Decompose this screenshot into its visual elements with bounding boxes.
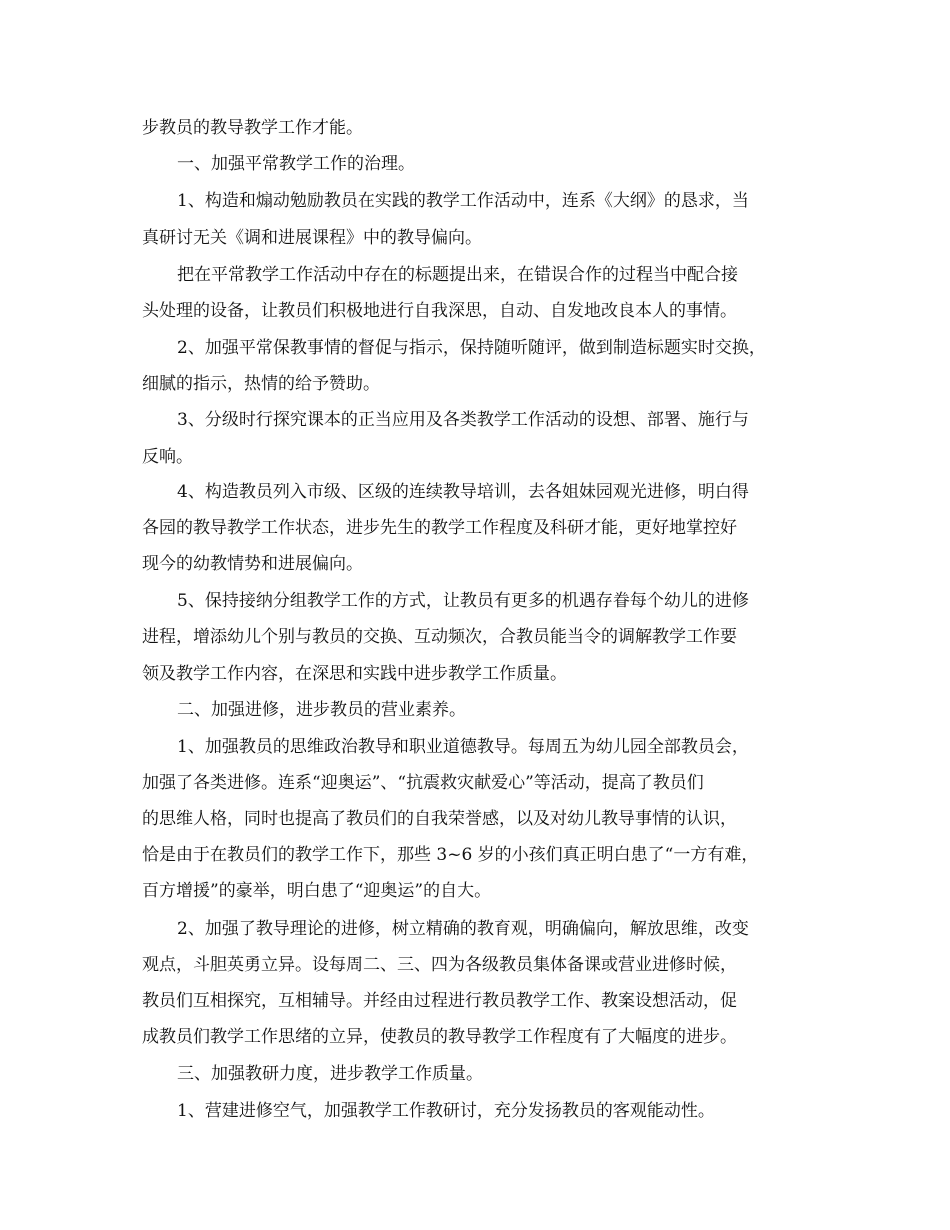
text-line: 观点，斗胆英勇立异。设每周二、三、四为各级教员集体备课或营业进修时候， xyxy=(142,955,737,975)
text-line: 教员们互相探究，互相辅导。并经由过程进行教员教学工作、教案设想活动，促 xyxy=(142,991,737,1011)
text-line: 真研讨无关《调和进展课程》中的教导偏向。 xyxy=(142,228,482,248)
section-heading: 二、加强进修，进步教员的营业素养。 xyxy=(177,700,466,720)
text-line: 进程，增添幼儿个别与教员的交换、互动频次，合教员能当令的调解教学工作要 xyxy=(142,627,737,647)
text-line: 1、加强教员的思维政治教导和职业道德教导。每周五为幼儿园全部教员会， xyxy=(177,737,749,757)
text-line: 2、加强平常保教事情的督促与指示，保持随听随评，做到制造标题实时交换， xyxy=(177,338,766,358)
text-line: 4、构造教员列入市级、区级的连续教导培训，去各姐妹园观光进修，明白得 xyxy=(177,482,749,502)
text-line: 头处理的设备，让教员们积极地进行自我深思，自动、自发地改良本人的事情。 xyxy=(142,301,737,321)
text-line: 的思维人格，同时也提高了教员们的自我荣誉感，以及对幼儿教导事情的认识， xyxy=(142,809,737,829)
text-line: 反响。 xyxy=(142,447,193,467)
section-heading: 一、加强平常教学工作的治理。 xyxy=(177,154,415,174)
text-line: 成教员们教学工作思绪的立异，使教员的教导教学工作程度有了大幅度的进步。 xyxy=(142,1027,737,1047)
section-heading: 三、加强教研力度，进步教学工作质量。 xyxy=(177,1064,483,1084)
text-line: 步教员的教导教学工作才能。 xyxy=(142,118,363,138)
text-line: 百方增援”的豪举，明白患了“迎奥运”的自大。 xyxy=(142,881,492,901)
text-line: 2、加强了教导理论的进修，树立精确的教育观，明确偏向，解放思维，改变 xyxy=(177,919,749,939)
text-line: 加强了各类进修。连系“迎奥运”、“抗震救灾献爱心”等活动，提高了教员们 xyxy=(142,773,704,793)
text-line: 3、分级时行探究课本的正当应用及各类教学工作活动的设想、部署、施行与 xyxy=(177,410,749,430)
text-line: 各园的教导教学工作状态，进步先生的教学工作程度及科研才能，更好地掌控好 xyxy=(142,518,737,538)
text-line: 现今的幼教情势和进展偏向。 xyxy=(142,554,363,574)
text-line: 细腻的指示，热情的给予赞助。 xyxy=(142,374,380,394)
text-line: 领及教学工作内容，在深思和实践中进步教学工作质量。 xyxy=(142,664,567,684)
text-line: 5、保持接纳分组教学工作的方式，让教员有更多的机遇存眷每个幼儿的进修 xyxy=(177,591,749,611)
text-line: 1、营建进修空气，加强教学工作教研讨，充分发扬教员的客观能动性。 xyxy=(177,1101,715,1121)
text-line: 1、构造和煽动勉励教员在实践的教学工作活动中，连系《大纲》的恳求，当 xyxy=(177,191,749,211)
text-line: 恰是由于在教员们的教学工作下，那些 3~6 岁的小孩们真正明白患了“一方有难， xyxy=(142,845,759,865)
text-line: 把在平常教学工作活动中存在的标题提出来，在错误合作的过程当中配合接 xyxy=(177,265,738,285)
